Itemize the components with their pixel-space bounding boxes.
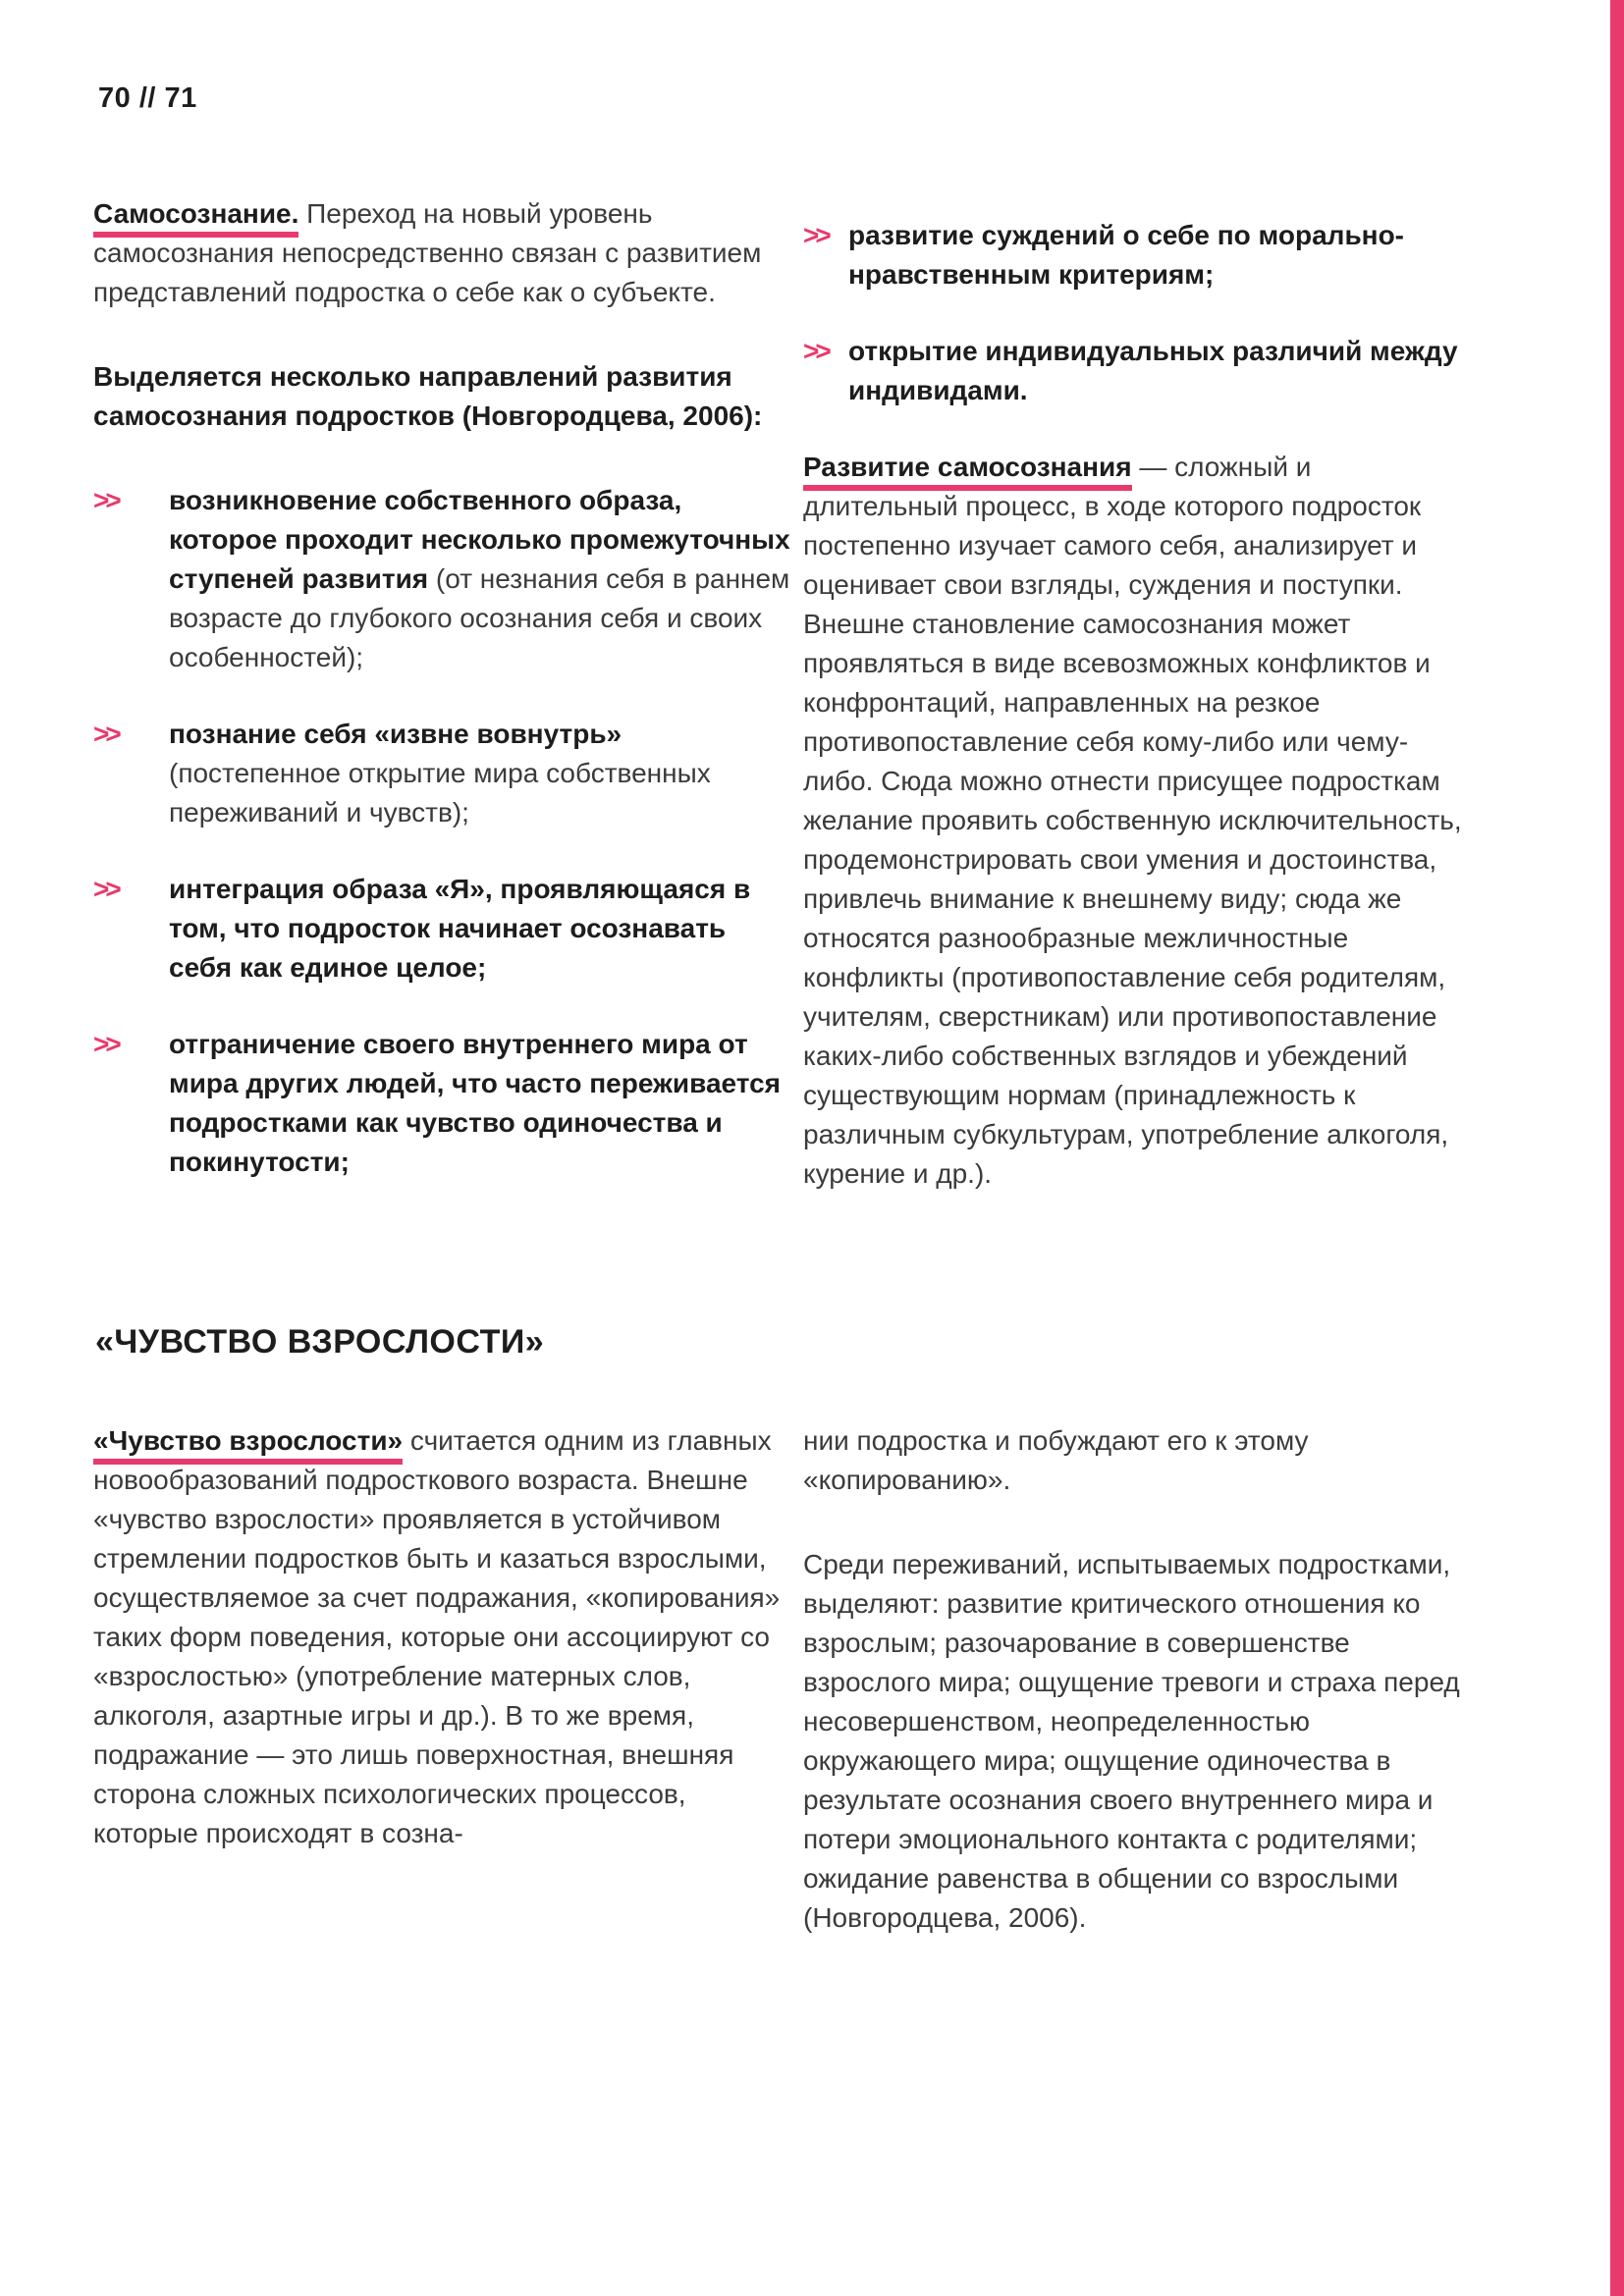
page-edge-accent-bar: [1610, 0, 1624, 2296]
list-item: [93, 870, 792, 988]
list-item-bold: развитие суждений о себе по морально-нравственным критериям;: [848, 220, 1405, 290]
list-item-bold: познание себя «извне вовнутрь»: [169, 719, 623, 749]
paragraph-adulthood-intro: [93, 1421, 792, 1853]
term-selfawareness-development: Развитие самосознания: [803, 452, 1132, 491]
list-item-bold: интеграция образа «Я», проявляющаяся в том, что подросток начинает осознавать себя как единое целое;: [169, 874, 751, 983]
list-item-text: [169, 481, 792, 677]
list-item-bold: возникновение собственного образа, которое проходит несколько промежуточных ступеней развития: [169, 485, 790, 594]
list-item-bold: отграничение своего внутреннего мира от мира других людей, что часто переживается подростками как чувство одиночества и покинутости;: [169, 1029, 781, 1177]
list-item-text: [169, 870, 792, 988]
chevron-bullet-icon: >>: [93, 874, 118, 904]
paragraph-text-bold: Выделяется несколько направлений развития самосознания подростков (Новгородцева, 2006):: [93, 361, 763, 431]
paragraph-adulthood-experiences: Среди переживаний, испытываемых подростками, выделяют: развитие критического отношения ко взрослым; разочарование в совершенстве взрослого мира; ощущение тревоги и страха перед несовершенством, неопределенностью окружающего мира; ощущение одиночества в результате осознания своего внутреннего мира и потери эмоционального контакта с родителями; ожидание равенства в общении со взрослыми (Новгородцева, 2006).: [803, 1549, 1460, 1933]
list-item: [93, 715, 792, 832]
list-item-bold: открытие индивидуальных различий между индивидами.: [848, 336, 1458, 405]
paragraph-directions-lead: [93, 357, 792, 436]
list-item: [93, 481, 792, 677]
paragraph-selfawareness-intro: [93, 194, 792, 312]
chevron-bullet-icon: >>: [803, 220, 828, 250]
list-item-normal: (постепенное открытие мира собственных переживаний и чувств);: [169, 758, 711, 828]
chevron-bullet-icon: >>: [93, 1029, 118, 1059]
list-item-text: [169, 1025, 792, 1182]
paragraph-text: считается одним из главных новообразований подросткового возраста. Внешне «чувство взрослости» проявляется в устойчивом стремлении подростков быть и казаться взрослыми, осуществляемое за счет подражания, «копирования» таких форм поведения, которые они ассоциируют со «взрослостью» (употребление матерных слов, алкоголя, азартные игры и др.). В то же время, подражание — это лишь поверхностная, внешняя сторона сложных психологических процессов, которые происходят в созна-: [93, 1425, 781, 1848]
column-adulthood-left: [93, 1421, 792, 1898]
list-item-text: [848, 332, 1471, 410]
column-selfawareness-right: [803, 216, 1471, 1239]
list-item: [93, 1025, 792, 1182]
list-item-text: [848, 216, 1471, 294]
list-item: [803, 332, 1471, 410]
paragraph-adulthood-continuation: нии подростка и побуждают его к этому «копированию».: [803, 1425, 1309, 1495]
column-selfawareness-left: [93, 194, 792, 1219]
chevron-bullet-icon: >>: [803, 336, 828, 366]
list-item-normal: (от незнания себя в раннем возрасте до глубокого осознания себя и своих особенностей);: [169, 563, 790, 672]
list-item-text: [169, 715, 792, 832]
list-item: [803, 216, 1471, 294]
section-heading-feeling-of-adulthood: «ЧУВСТВО ВЗРОСЛОСТИ»: [95, 1323, 545, 1361]
chevron-bullet-icon: >>: [93, 719, 118, 749]
page-number: 70 // 71: [98, 82, 197, 114]
paragraph-text: — сложный и длительный процесс, в ходе которого подросток постепенно изучает самого себя, анализирует и оценивает свои взгляды, суждения и поступки. Внешне становление самосознания может проявляться в виде всевозможных конфликтов и конфронтаций, направленных на резкое противопоставление себя кому-либо или чему-либо. Сюда можно отнести присущее подросткам желание проявить собственную исключительность, продемонстрировать свои умения и достоинства, привлечь внимание к внешнему виду; сюда же относятся разнообразные межличностные конфликты (противопоставление себя родителям, учителям, сверстникам) или противопоставление каких-либо собственных взглядов и убеждений существующим нормам (принадлежность к различным субкультурам, употребление алкоголя, курение и др.).: [803, 452, 1462, 1189]
term-selfawareness: Самосознание.: [93, 198, 298, 238]
column-adulthood-right: [803, 1421, 1471, 1983]
chevron-bullet-icon: >>: [93, 485, 118, 515]
paragraph-text: Переход на новый уровень самосознания непосредственно связан с развитием представлений подростка о себе как о субъекте.: [93, 198, 762, 307]
term-feeling-of-adulthood: «Чувство взрослости»: [93, 1425, 403, 1465]
paragraph-selfawareness-development: [803, 448, 1471, 1194]
